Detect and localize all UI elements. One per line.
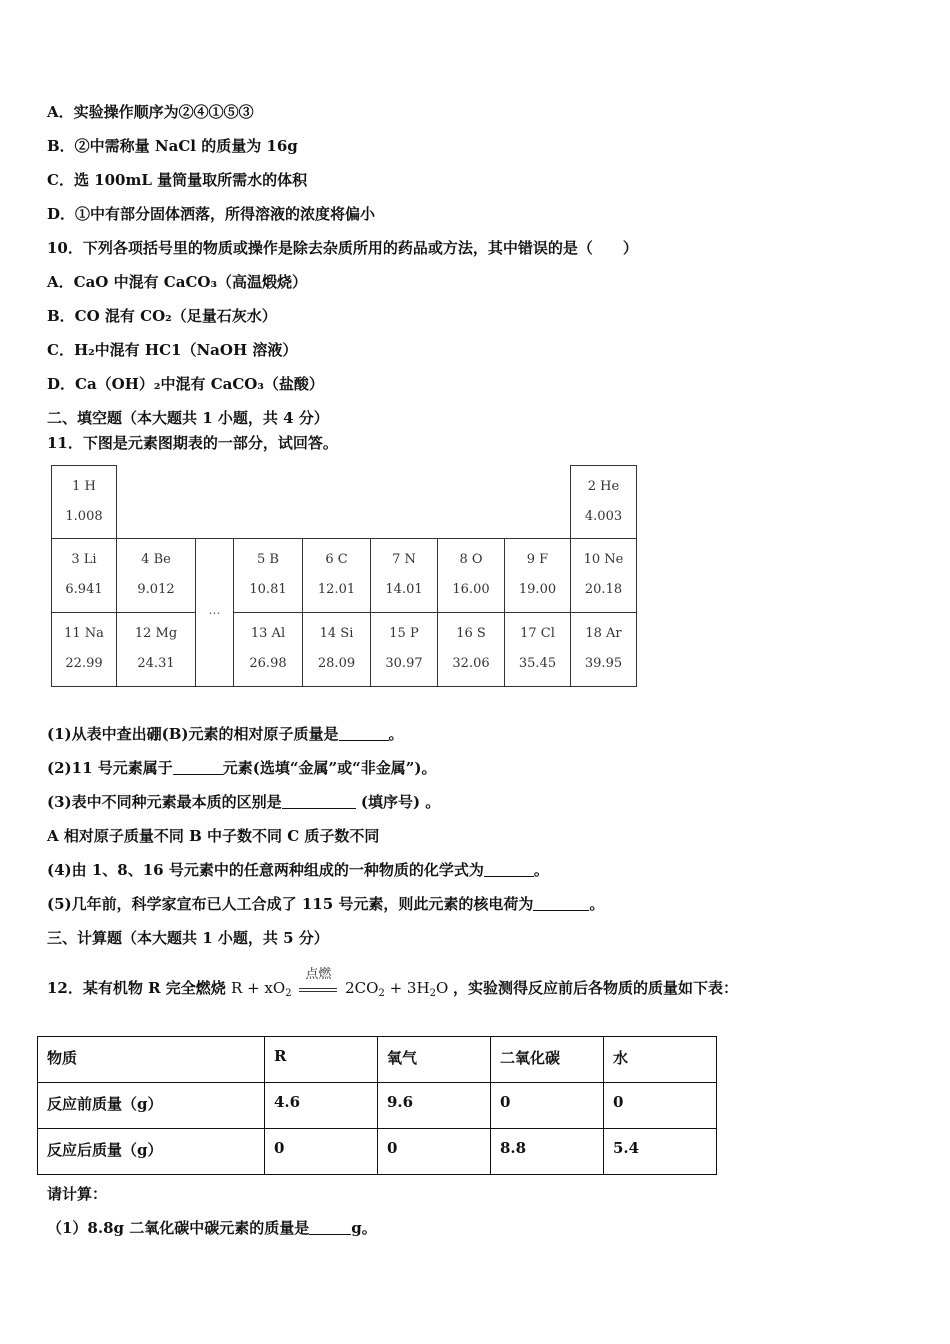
q9-option-c: C．选 100mL 量筒量取所需水的体积 [47,171,308,189]
table-cell: 0 [491,1083,604,1129]
table-cell: 反应后质量（g） [38,1129,265,1175]
element-cell [233,538,303,613]
element-symbol: 13 Al [250,626,286,641]
element-symbol: 17 Cl [520,626,555,641]
answer-blank[interactable] [309,1220,351,1235]
element-symbol: 7 N [392,552,416,567]
element-symbol: 15 P [389,626,419,641]
element-symbol: 6 C [325,552,348,567]
element-mass: 35.45 [518,656,557,671]
answer-blank[interactable] [173,760,223,775]
q12-ask: 请计算： [47,1185,108,1203]
periodic-table [51,465,637,687]
element-cell [51,612,117,687]
element-cell [570,612,637,687]
q11-part-1: (1)从表中查出硼(B)元素的相对原子质量是 。 [47,725,404,743]
element-cell [116,538,196,613]
element-cell [370,538,438,613]
section-3-heading: 三、计算题（本大题共 1 小题，共 5 分） [47,929,329,947]
table-row [38,1129,717,1175]
element-cell [233,612,303,687]
element-cell [116,612,196,687]
element-symbol: 18 Ar [585,626,622,641]
element-cell [504,612,571,687]
element-mass: 9.012 [137,582,175,597]
combustion-equation: $R + xO_2$ 点燃 $2CO_2 + 3H_2O$ [231,967,449,999]
header-cell: 物质 [38,1037,265,1083]
element-cell [437,612,505,687]
reaction-arrow: 点燃 [299,979,337,999]
table-cell: 5.4 [604,1129,717,1175]
element-mass: 6.941 [65,582,103,597]
q9-option-d: D．①中有部分固体洒落，所得溶液的浓度将偏小 [47,205,376,223]
element-mass: 22.99 [65,656,103,671]
element-symbol: 16 S [456,626,486,641]
q11-part-4: (4)由 1、8、16 号元素中的任意两种组成的一种物质的化学式为 。 [47,861,549,879]
element-mass: 24.31 [137,656,175,671]
element-symbol: 5 B [257,552,279,567]
q10-option-b: B．CO 混有 CO₂（足量石灰水） [47,307,277,325]
element-cell [504,538,571,613]
q11-part-5: (5)几年前，科学家宣布已人工合成了 115 号元素，则此元素的核电荷为 。 [47,895,605,913]
table-cell: 0 [604,1083,717,1129]
q11-part-2: (2)11 号元素属于 元素(选填“金属”或“非金属”)。 [47,759,437,777]
element-symbol: 3 Li [71,552,97,567]
q12-sub-1: （1）8.8g 二氧化碳中碳元素的质量是 g。 [47,1219,377,1237]
q9-option-a: A．实验操作顺序为②④①⑤③ [47,103,254,121]
table-header-row [38,1037,717,1083]
element-symbol: 10 Ne [583,552,624,567]
answer-blank[interactable] [533,896,589,911]
element-h: 1 H 1.008 [51,465,117,539]
q10-option-d: D．Ca（OH）₂中混有 CaCO₃（盐酸） [47,375,324,393]
element-symbol: 8 O [459,552,483,567]
element-symbol: 9 F [526,552,549,567]
element-symbol: 12 Mg [134,626,178,641]
element-symbol: 11 Na [64,626,104,641]
element-mass: 16.00 [452,582,490,597]
mass-table [37,1036,717,1175]
q11-stem: 11．下图是元素图期表的一部分，试回答。 [47,434,338,452]
element-mass: 30.97 [385,656,423,671]
table-gap: … [195,538,234,687]
element-cell [437,538,505,613]
element-mass: 14.01 [385,582,423,597]
element-mass: 10.81 [249,582,287,597]
q12-stem: 12．某有机物 R 完全燃烧 $R + xO_2$ 点燃 $2CO_2 + 3H_2O$ ，实验测得反应前后各物质的质量如下表： [47,967,739,999]
element-cell [302,538,371,613]
q10-option-c: C．H₂中混有 HC1（NaOH 溶液） [47,341,298,359]
q11-part-3: (3)表中不同种元素最本质的区别是 (填序号) 。 [47,793,441,811]
header-cell: 二氧化碳 [491,1037,604,1083]
element-mass: 20.18 [584,582,623,597]
element-mass: 12.01 [317,582,356,597]
element-symbol: 14 Si [319,626,354,641]
element-he: 2 He 4.003 [570,465,637,539]
q9-option-b: B．②中需称量 NaCl 的质量为 16g [47,137,298,155]
element-mass: 19.00 [518,582,557,597]
table-cell: 0 [378,1129,491,1175]
element-cell [370,612,438,687]
element-symbol: 4 Be [141,552,171,567]
table-cell: 4.6 [265,1083,378,1129]
q10-option-a: A．CaO 中混有 CaCO₃（高温煅烧） [47,273,308,291]
header-cell: 氧气 [378,1037,491,1083]
answer-blank[interactable] [282,794,356,809]
q11-choices: A 相对原子质量不同 B 中子数不同 C 质子数不同 [47,827,380,845]
header-cell: 水 [604,1037,717,1083]
element-mass: 39.95 [584,656,623,671]
element-cell [51,538,117,613]
element-cell [570,538,637,613]
section-2-heading: 二、填空题（本大题共 1 小题，共 4 分） [47,409,329,427]
table-row [38,1083,717,1129]
table-cell: 8.8 [491,1129,604,1175]
header-cell: R [265,1037,378,1083]
table-cell: 0 [265,1129,378,1175]
answer-blank[interactable] [339,726,389,741]
element-cell [302,612,371,687]
table-cell: 反应前质量（g） [38,1083,265,1129]
q10-stem: 10．下列各项括号里的物质或操作是除去杂质所用的药品或方法，其中错误的是（ ） [47,239,638,257]
table-cell: 9.6 [378,1083,491,1129]
answer-blank[interactable] [484,862,534,877]
element-mass: 28.09 [317,656,356,671]
element-mass: 32.06 [452,656,490,671]
element-mass: 26.98 [249,656,287,671]
